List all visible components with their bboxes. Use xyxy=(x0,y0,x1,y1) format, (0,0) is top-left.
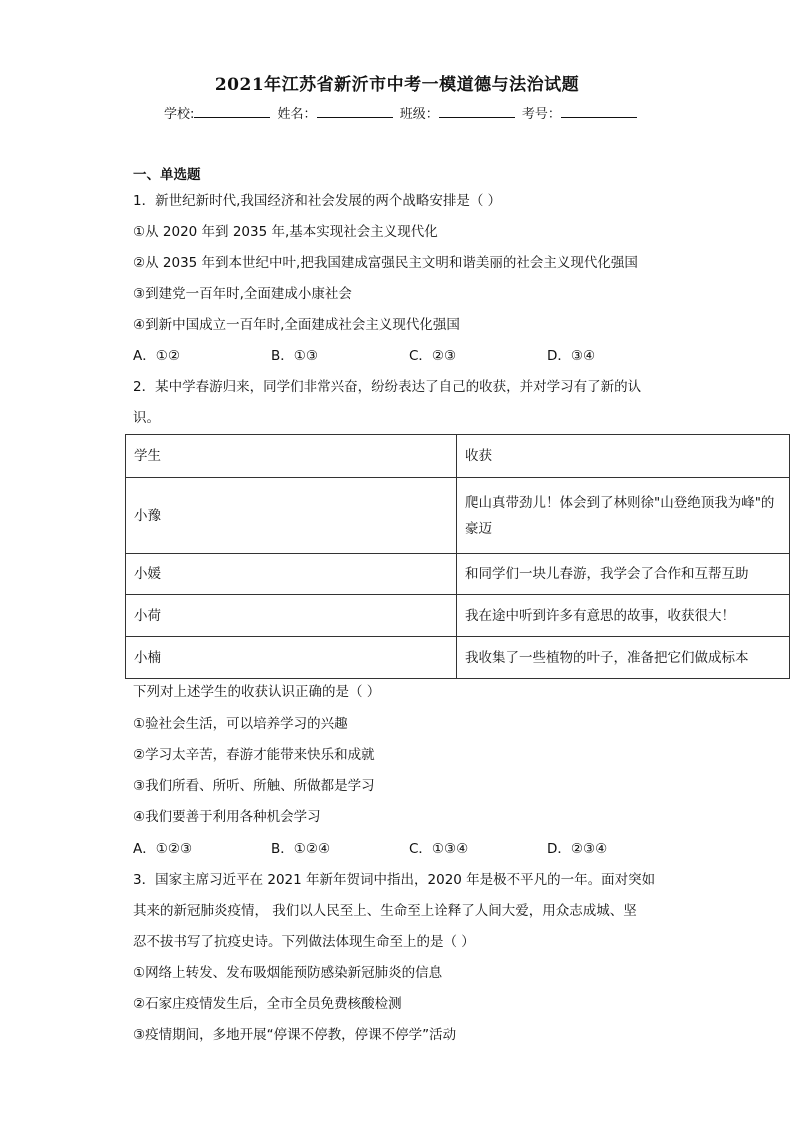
page-title: 2021年江苏省新沂市中考一模道德与法治试题 xyxy=(214,75,580,95)
q2-stem-line2: 识。 xyxy=(133,410,160,426)
q2-option-d[interactable]: D．②③④ xyxy=(547,841,608,857)
name-blank[interactable] xyxy=(317,105,393,118)
q3-item-1: ①网络上转发、发布吸烟能预防感染新冠肺炎的信息 xyxy=(133,965,443,981)
q2-item-4: ④我们要善于利用各种机会学习 xyxy=(133,809,321,825)
table-row xyxy=(126,478,790,554)
q2-item-2: ②学习太辛苦，春游才能带来快乐和成就 xyxy=(133,747,375,763)
gain-cell xyxy=(457,478,790,554)
q1-stem: 1．新世纪新时代,我国经济和社会发展的两个战略安排是（ ） xyxy=(133,193,502,209)
school-blank[interactable] xyxy=(194,105,270,118)
school-label: 学校: xyxy=(164,107,195,122)
exam-no-blank[interactable] xyxy=(561,105,637,118)
student-cell: 小楠 xyxy=(126,637,457,679)
exam-no-label: 考号： xyxy=(521,107,561,122)
q3-stem-line3: 忍不拔书写了抗疫史诗。下列做法体现生命至上的是（ ） xyxy=(133,934,475,950)
class-label: 班级： xyxy=(399,107,439,122)
student-cell: 小荷 xyxy=(126,595,457,637)
table-row xyxy=(126,637,790,679)
gain-cell: 我在途中听到许多有意思的故事，收获很大！ xyxy=(457,595,790,637)
q3-item-2: ②石家庄疫情发生后，全市全员免费核酸检测 xyxy=(133,996,402,1012)
q1-item-4: ④到新中国成立一百年时,全面建成社会主义现代化强国 xyxy=(133,317,460,333)
q1-option-d[interactable]: D．③④ xyxy=(547,348,596,364)
section-heading: 一、单选题 xyxy=(133,167,201,183)
class-blank[interactable] xyxy=(439,105,515,118)
q2-option-a[interactable]: A．①②③ xyxy=(133,841,193,857)
q1-item-2: ②从 2035 年到本世纪中叶,把我国建成富强民主文明和谐美丽的社会主义现代化强国 xyxy=(133,255,638,271)
gain-cell: 和同学们一块儿春游，我学会了合作和互帮互助 xyxy=(457,554,790,595)
q1-option-c[interactable]: C．②③ xyxy=(409,348,457,364)
q2-item-1: ①验社会生活，可以培养学习的兴趣 xyxy=(133,716,348,732)
q3-stem-line2: 其来的新冠肺炎疫情， 我们以人民至上、生命至上诠释了人间大爱，用众志成城、坚 xyxy=(133,903,637,919)
q2-option-c[interactable]: C．①③④ xyxy=(409,841,469,857)
gain-line: 爬山真带劲儿！体会到了林则徐"山登绝顶我为峰"的 xyxy=(465,494,775,511)
q2-option-b[interactable]: B．①②④ xyxy=(271,841,331,857)
table-header-row xyxy=(126,435,790,478)
q2-question: 下列对上述学生的收获认识正确的是（ ） xyxy=(133,684,381,700)
q3-item-3: ③疫情期间，多地开展“停课不停教，停课不停学”活动 xyxy=(133,1027,457,1043)
gain-cell: 我收集了一些植物的叶子，准备把它们做成标本 xyxy=(457,637,790,679)
q2-stem-line1: 2．某中学春游归来，同学们非常兴奋，纷纷表达了自己的收获，并对学习有了新的认 xyxy=(133,379,642,395)
q1-item-1: ①从 2020 年到 2035 年,基本实现社会主义现代化 xyxy=(133,224,438,240)
table-row xyxy=(126,554,790,595)
q2-options xyxy=(133,839,685,859)
q1-item-3: ③到建党一百年时,全面建成小康社会 xyxy=(133,286,352,302)
student-cell: 小媛 xyxy=(126,554,457,595)
q2-item-3: ③我们所看、所听、所触、所做都是学习 xyxy=(133,778,375,794)
q2-table xyxy=(125,434,790,679)
q1-options xyxy=(133,346,685,366)
student-cell: 小豫 xyxy=(126,478,457,554)
gain-line: 豪迈 xyxy=(465,520,492,537)
name-label: 姓名： xyxy=(277,107,317,122)
q1-option-a[interactable]: A．①② xyxy=(133,348,180,364)
table-row xyxy=(126,595,790,637)
q3-stem-line1: 3．国家主席习近平在 2021 年新年贺词中指出，2020 年是极不平凡的一年。面对突如 xyxy=(133,872,656,888)
header-student: 学生 xyxy=(126,435,457,478)
header-gain: 收获 xyxy=(457,435,790,478)
q1-option-b[interactable]: B．①③ xyxy=(271,348,318,364)
student-info-row xyxy=(164,103,640,122)
